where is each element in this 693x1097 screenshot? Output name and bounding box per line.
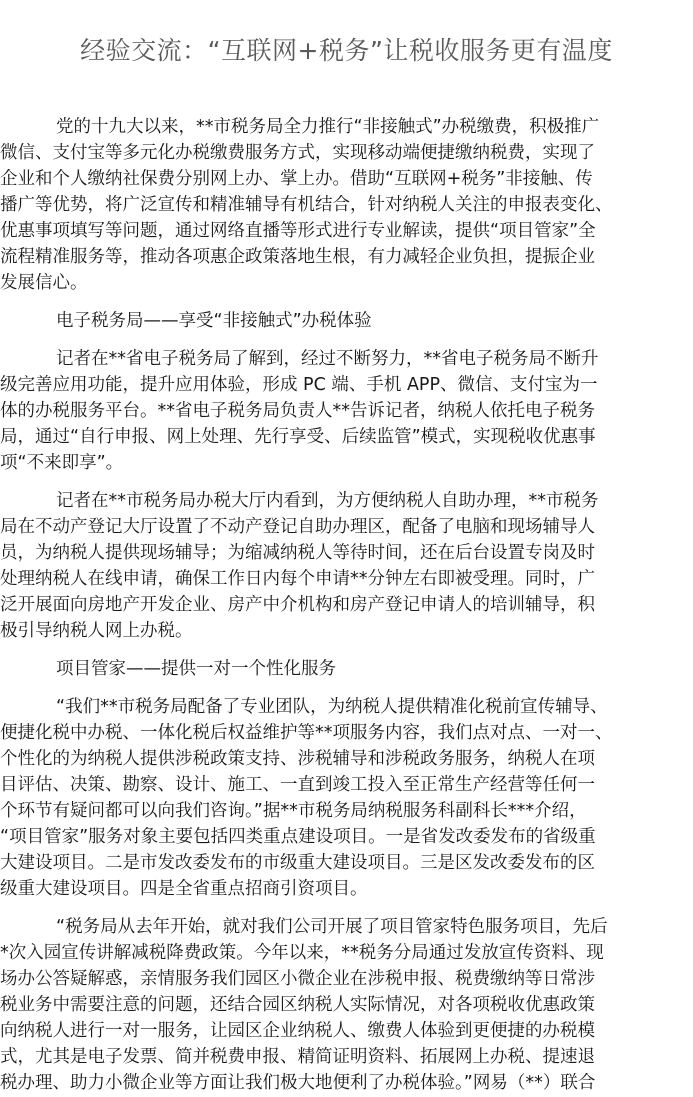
paragraph-line: 个性化的为纳税人提供涉税政策支持、涉税辅导和涉税政务服务，纳税人在项 — [0, 749, 595, 769]
paragraph-line: 税办理、助力小微企业等方面让我们极大地便利了办税体验。”网易（**）联合 — [0, 1073, 596, 1093]
paragraph-line: 发展信心。 — [0, 273, 88, 293]
paragraph-line: 记者在**省电子税务局了解到，经过不断努力，**省电子税务局不断升 — [56, 349, 599, 369]
paragraph-line: “税务局从去年开始，就对我们公司开展了项目管家特色服务项目，先后 — [56, 917, 608, 937]
paragraph-line: 项“不来即享”。 — [0, 453, 124, 473]
paragraph-line: 优惠事项填写等问题，通过网络直播等形式进行专业解读，提供“项目管家”全 — [0, 221, 596, 241]
paragraph-project-steward — [0, 694, 693, 902]
paragraph-company-quote — [0, 914, 693, 1096]
paragraph-intro — [0, 114, 693, 296]
paragraph-line: 员，为纳税人提供现场辅导；为缩减纳税人等待时间，还在后台设置专岗及时 — [0, 543, 595, 563]
paragraph-line: 泛开展面向房地产开发企业、房产中介机构和房产登记申请人的培训辅导，积 — [0, 595, 595, 615]
paragraph-line: 体的办税服务平台。**省电子税务局负责人**告诉记者，纳税人依托电子税务 — [0, 401, 595, 421]
paragraph-line: 大建设项目。二是市发改委发布的市级重大建设项目。三是区发改委发布的区 — [0, 853, 595, 873]
paragraph-line: 党的十九大以来，**市税务局全力推行“非接触式”办税缴费，积极推广 — [56, 117, 600, 137]
paragraph-line: 式，尤其是电子发票、简并税费申报、精简证明资料、拓展网上办税、提速退 — [0, 1047, 595, 1067]
paragraph-service-hall — [0, 488, 693, 644]
article-title: 经验交流：“互联网+税务”让税收服务更有温度 — [80, 36, 613, 65]
paragraph-line: 目评估、决策、勘察、设计、施工、一直到竣工投入至正常生产经营等任何一 — [0, 775, 595, 795]
paragraph-line: 级完善应用功能，提升应用体验，形成 PC 端、手机 APP、微信、支付宝为一 — [0, 375, 598, 395]
paragraph-line: 个环节有疑问都可以向我们咨询。”据**市税务局纳税服务科副科长***介绍， — [0, 801, 587, 821]
section-heading-e-tax-bureau: 电子税务局——享受“非接触式”办税体验 — [56, 311, 372, 331]
paragraph-e-tax-bureau — [0, 346, 693, 476]
paragraph-line: 企业和个人缴纳社保费分别网上办、掌上办。借助“互联网+税务”非接触、传 — [0, 169, 593, 189]
paragraph-line: *次入园宣传讲解减税降费政策。今年以来，**税务分局通过发放宣传资料、现 — [0, 943, 604, 963]
paragraph-line: 播广等优势，将广泛宣传和精准辅导有机结合，针对纳税人关注的申报表变化、 — [0, 195, 613, 215]
paragraph-line: 极引导纳税人网上办税。 — [0, 621, 193, 641]
paragraph-line: 流程精准服务等，推动各项惠企政策落地生根，有力减轻企业负担，提振企业 — [0, 247, 595, 267]
paragraph-line: 场办公答疑解惑，亲情服务我们园区小微企业在涉税申报、税费缴纳等日常涉 — [0, 969, 595, 989]
paragraph-line: 局，通过“自行申报、网上处理、先行享受、后续监管”模式，实现税收优惠事 — [0, 427, 596, 447]
paragraph-line: “我们**市税务局配备了专业团队，为纳税人提供精准化税前宣传辅导、 — [56, 697, 608, 717]
paragraph-line: 级重大建设项目。四是全省重点招商引资项目。 — [0, 879, 368, 899]
paragraph-line: 记者在**市税务局办税大厅内看到，为方便纳税人自助办理，**市税务 — [56, 491, 599, 511]
paragraph-line: 微信、支付宝等多元化办税缴费服务方式，实现移动端便捷缴纳税费，实现了 — [0, 143, 595, 163]
paragraph-line: 便捷化税中办税、一体化税后权益维护等**项服务内容，我们点对点、一对一、 — [0, 723, 613, 743]
paragraph-line: 向纳税人进行一对一服务，让园区企业纳税人、缴费人体验到更便捷的办税模 — [0, 1021, 595, 1041]
article-body — [0, 114, 693, 1097]
paragraph-line: “项目管家”服务对象主要包括四类重点建设项目。一是省发改委发布的省级重 — [0, 827, 596, 847]
paragraph-line: 局在不动产登记大厅设置了不动产登记自助办理区，配备了电脑和现场辅导人 — [0, 517, 595, 537]
paragraph-line: 税业务中需要注意的问题，还结合园区纳税人实际情况，对各项税收优惠政策 — [0, 995, 595, 1015]
section-heading-project-steward: 项目管家——提供一对一个性化服务 — [56, 659, 336, 679]
paragraph-line: 处理纳税人在线申请，确保工作日内每个申请**分钟左右即被受理。同时，广 — [0, 569, 595, 589]
